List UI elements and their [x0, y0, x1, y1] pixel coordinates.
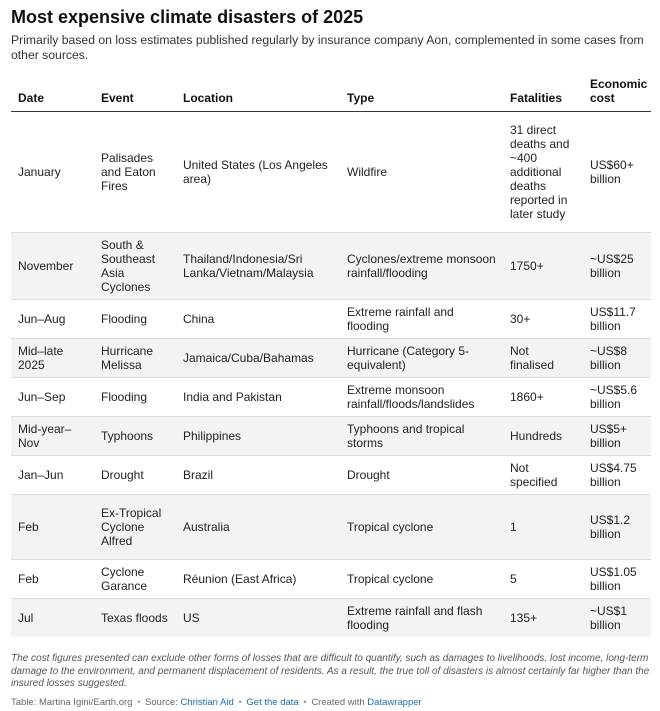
cell-event: Palisades and Eaton Fires: [94, 112, 176, 233]
footnote: The cost figures presented can exclude other forms of losses that are difficult to quantify, such as damages to livelihoods, lost income, long-term damage to the environment, and permanent displacement of residents. As a result, the true toll of disasters is almost certainly far higher than the insured losses suggested.: [11, 653, 650, 689]
table-row: [11, 560, 651, 599]
page-title: Most expensive climate disasters of 2025: [11, 7, 364, 27]
cell-location: US: [176, 599, 340, 638]
col-header-date[interactable]: Date: [11, 77, 94, 112]
cell-economic-cost: US$1.2 billion: [583, 495, 651, 560]
cell-type: Extreme rainfall and flooding: [340, 300, 503, 339]
cell-type: Cyclones/extreme monsoon rainfall/flooding: [340, 233, 503, 300]
cell-economic-cost: ~US$5.6 billion: [583, 378, 651, 417]
table-row: [11, 233, 651, 300]
col-header-event[interactable]: Event: [94, 77, 176, 112]
cell-date: Mid–late 2025: [11, 339, 94, 378]
cell-economic-cost: US$4.75 billion: [583, 456, 651, 495]
cell-location: Réunion (East Africa): [176, 560, 340, 599]
cell-fatalities: 31 direct deaths and ~400 additional deaths reported in later study: [503, 112, 583, 233]
table-credit: Table: Martina Igini/Earth.org: [11, 696, 133, 708]
cell-date: Mid-year–Nov: [11, 417, 94, 456]
cell-date: November: [11, 233, 94, 300]
cell-type: Tropical cyclone: [340, 560, 503, 599]
col-header-fatalities[interactable]: Fatalities: [503, 77, 583, 112]
cell-type: Tropical cyclone: [340, 495, 503, 560]
table-row: [11, 456, 651, 495]
cell-location: China: [176, 300, 340, 339]
cell-economic-cost: ~US$8 billion: [583, 339, 651, 378]
cell-event: Texas floods: [94, 599, 176, 638]
cell-economic-cost: ~US$25 billion: [583, 233, 651, 300]
separator: •: [303, 696, 307, 708]
cell-fatalities: Hundreds: [503, 417, 583, 456]
cell-event: Flooding: [94, 300, 176, 339]
cell-type: Drought: [340, 456, 503, 495]
cell-event: Drought: [94, 456, 176, 495]
cell-date: January: [11, 112, 94, 233]
cell-fatalities: 1: [503, 495, 583, 560]
table-row: [11, 112, 651, 233]
cell-date: Jan–Jun: [11, 456, 94, 495]
cell-event: Hurricane Melissa: [94, 339, 176, 378]
cell-date: Jul: [11, 599, 94, 638]
cell-fatalities: 30+: [503, 300, 583, 339]
cell-date: Jun–Aug: [11, 300, 94, 339]
cell-event: Flooding: [94, 378, 176, 417]
cell-type: Extreme rainfall and flash flooding: [340, 599, 503, 638]
cell-fatalities: Not specified: [503, 456, 583, 495]
cell-date: Jun–Sep: [11, 378, 94, 417]
cell-location: India and Pakistan: [176, 378, 340, 417]
cell-economic-cost: US$5+ billion: [583, 417, 651, 456]
table-row: [11, 339, 651, 378]
table-header: [11, 77, 651, 112]
cell-location: Australia: [176, 495, 340, 560]
table-row: [11, 300, 651, 339]
cell-type: Wildfire: [340, 112, 503, 233]
source-link[interactable]: Christian Aid: [180, 696, 234, 708]
col-header-type[interactable]: Type: [340, 77, 503, 112]
table-row: [11, 495, 651, 560]
header-row: [11, 77, 651, 112]
col-header-economic-cost[interactable]: Economic cost: [583, 77, 651, 112]
cell-event: Typhoons: [94, 417, 176, 456]
disasters-table: [11, 77, 651, 637]
cell-event: South & Southeast Asia Cyclones: [94, 233, 176, 300]
table-row: [11, 599, 651, 638]
cell-event: Cyclone Garance: [94, 560, 176, 599]
cell-type: Typhoons and tropical storms: [340, 417, 503, 456]
cell-fatalities: 5: [503, 560, 583, 599]
cell-location: United States (Los Angeles area): [176, 112, 340, 233]
cell-location: Thailand/Indonesia/Sri Lanka/Vietnam/Malaysia: [176, 233, 340, 300]
cell-type: Extreme monsoon rainfall/floods/landslides: [340, 378, 503, 417]
cell-fatalities: Not finalised: [503, 339, 583, 378]
credits-line: [11, 697, 650, 709]
datawrapper-link[interactable]: Datawrapper: [367, 696, 422, 708]
cell-type: Hurricane (Category 5-equivalent): [340, 339, 503, 378]
cell-location: Philippines: [176, 417, 340, 456]
page-subtitle: Primarily based on loss estimates published regularly by insurance company Aon, complemented in some cases from other sources.: [11, 33, 644, 62]
cell-fatalities: 1860+: [503, 378, 583, 417]
get-the-data-link[interactable]: Get the data: [246, 696, 299, 708]
separator: •: [137, 696, 141, 708]
created-with-label: Created with: [311, 696, 365, 708]
cell-location: Brazil: [176, 456, 340, 495]
separator: •: [238, 696, 242, 708]
table-body: [11, 112, 651, 638]
source-label: Source:: [145, 696, 178, 708]
cell-economic-cost: US$60+ billion: [583, 112, 651, 233]
cell-location: Jamaica/Cuba/Bahamas: [176, 339, 340, 378]
table-row: [11, 417, 651, 456]
cell-economic-cost: US$11.7 billion: [583, 300, 651, 339]
col-header-location[interactable]: Location: [176, 77, 340, 112]
cell-event: Ex-Tropical Cyclone Alfred: [94, 495, 176, 560]
cell-economic-cost: US$1.05 billion: [583, 560, 651, 599]
cell-date: Feb: [11, 495, 94, 560]
cell-fatalities: 135+: [503, 599, 583, 638]
table-row: [11, 378, 651, 417]
cell-date: Feb: [11, 560, 94, 599]
cell-economic-cost: ~US$1 billion: [583, 599, 651, 638]
cell-fatalities: 1750+: [503, 233, 583, 300]
